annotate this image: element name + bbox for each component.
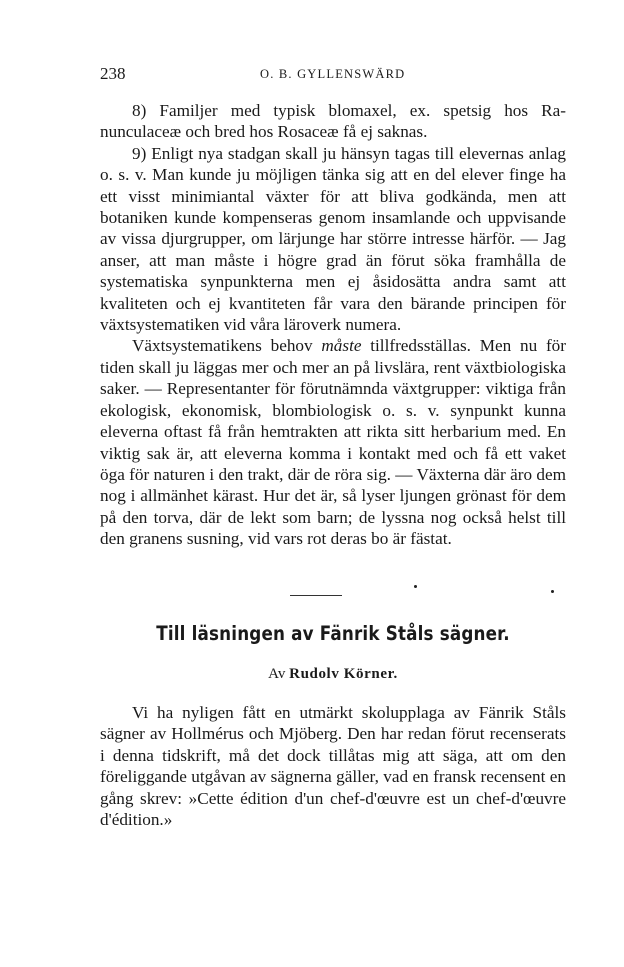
author-name: Rudolv Körner. (289, 666, 398, 682)
printing-speck (551, 590, 554, 593)
section-divider (290, 595, 342, 596)
running-head: O. B. GYLLENSWÄRD (260, 67, 406, 81)
paragraph: 8) Familjer med typisk blomaxel, ex. spetsig hos Ranunculaceæ och bred hos Rosaceæ få ej saknas. (100, 101, 566, 142)
printing-speck (414, 585, 417, 588)
paragraph (100, 335, 566, 549)
paragraph-text: Växtsystematikens behov (132, 336, 322, 356)
section-text (100, 100, 566, 550)
paragraph-text: tillfredsställas. Men nu för tiden skall ju läggas mer och mer an på livslära, rent växtbiologiska saker. — Representanter för förutnämnda växtgrupper: viktiga från ekologisk, ekonomisk, blombiologisk o. s. v. synpunkt kunna eleverna oftast få från hemtrakten att rikta sitt herbarium med. En viktig sak är, att eleverna komma i kontakt med och få ett vaket öga för naturen i den trakt, där de röra sig. — Växterna där äro dem nog i allmänhet kärast. Hur det är, så lyser ljungen grönast för dem på den torva, där de lekt som barn; de lyssna nog också helst till den granens susning, vid vars rot deras bo är fästat. (100, 336, 566, 549)
paragraph: 9) Enligt nya stadgan skall ju hänsyn tagas till elevernas anlag o. s. v. Man kunde ju möjligen tänka sig att en del elever finge ha ett visst minimiantal växter för att bliva godkända, men att botaniken kunde kompenseras genom insamlande och uppvisande av vissa djurgrupper, om lärjunge har större intresse härför. — Jag anser, att man måste i högre grad än förut söka framhålla de systematiska synpunkterna men ej åsidosätta andra samt att kvaliteten och ej kvantiteten får vara den bärande principen för växtsystematiken vid våra läroverk numera. (100, 143, 566, 335)
byline-prefix: Av (268, 666, 290, 682)
byline (100, 666, 566, 683)
page-header (100, 64, 566, 86)
emphasized-word: måste (321, 336, 362, 356)
paragraph: Vi ha nyligen fått en utmärkt skolupplaga av Fänrik Ståls sägner av Hollmérus och Mjöberg. Den har redan förut recenserats i denna tidskrift, må det dock tillåtas mig att säga, att om den föreliggande utgåvan av sägnerna gäller, vad en fransk recensent en gång skrev: »Cette édition d'un chef-d'œuvre est un chef-d'œuvre d'édition.» (100, 703, 566, 830)
article-text (100, 702, 566, 830)
article-title: Till läsningen av Fänrik Ståls sägner. (156, 622, 510, 645)
page-number: 238 (100, 64, 126, 83)
